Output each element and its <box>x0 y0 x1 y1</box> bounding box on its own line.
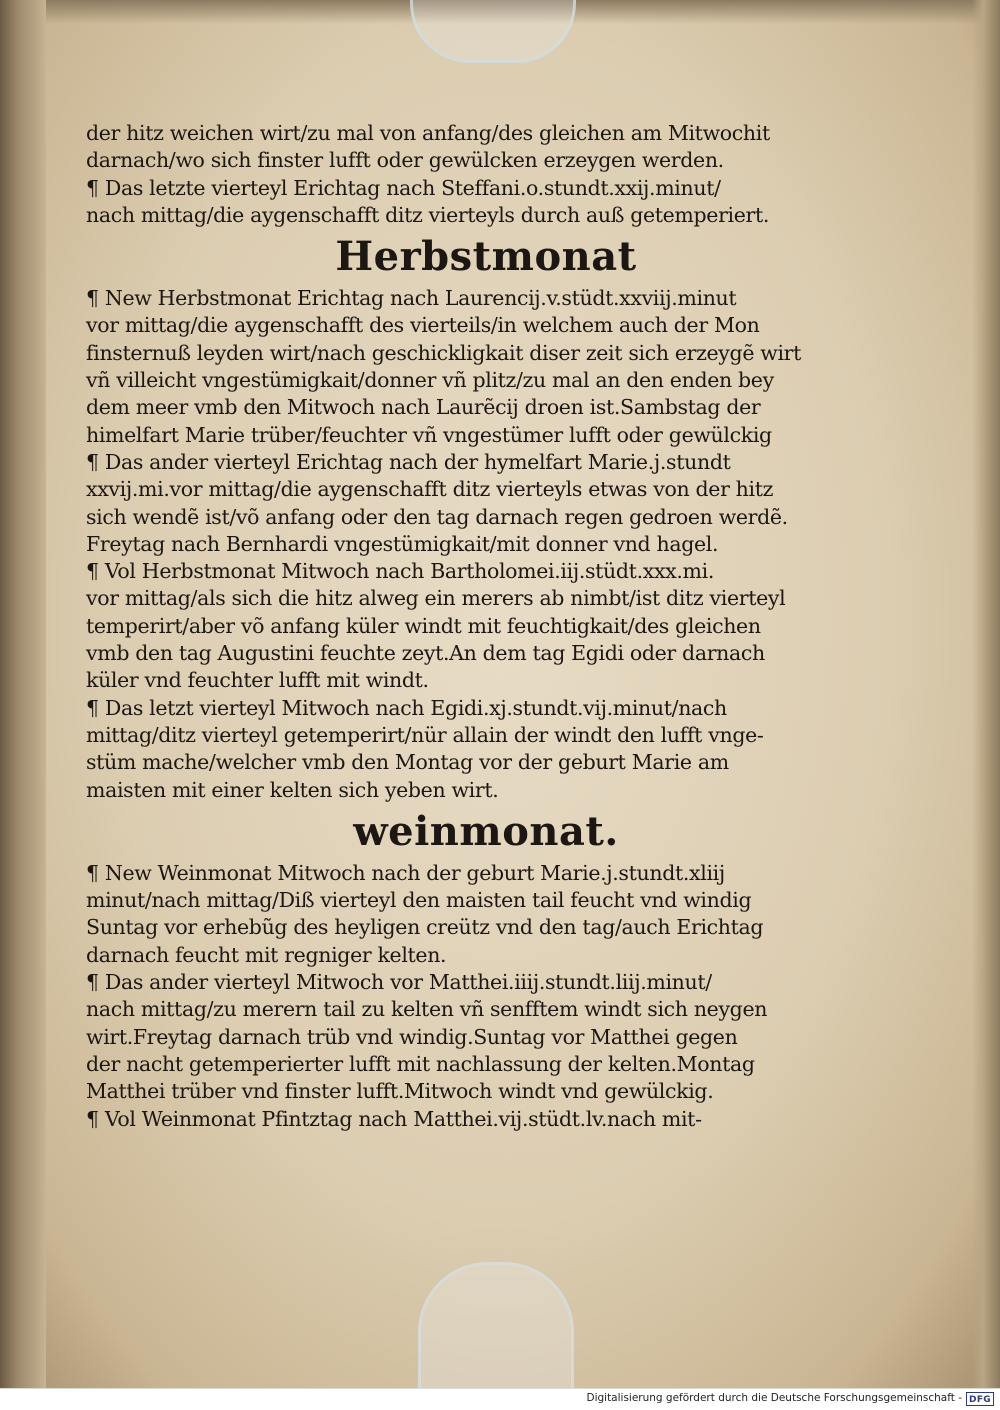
text-line: ¶ Das letzte vierteyl Erichtag nach Steffani.o.stundt.xxij.minut/ <box>86 175 721 200</box>
text-line: Suntag vor erhebũg des heyligen creütz vnd den tag/auch Erichtag <box>86 915 764 940</box>
page-right-edge <box>972 0 1000 1388</box>
section-heading-herbstmonat: Herbstmonat <box>335 233 637 281</box>
page-clip-top <box>410 0 576 63</box>
text-line: xxvij.mi.vor mittag/die aygenschafft ditz vierteyls etwas von der hitz <box>86 477 774 502</box>
text-line: temperirt/aber võ anfang küler windt mit feuchtigkait/des gleichen <box>86 613 761 638</box>
text-line: vñ villeicht vngestümigkait/donner vñ plitz/zu mal an den enden bey <box>86 368 774 393</box>
footer-credit: Digitalisierung gefördert durch die Deutsche Forschungsgemeinschaft - <box>586 1392 962 1404</box>
text-line: sich wendẽ ist/võ anfang oder den tag darnach regen gedroen werdẽ. <box>86 504 788 529</box>
text-line: ¶ Das ander vierteyl Mitwoch vor Matthei.iiij.stundt.liij.minut/ <box>86 970 712 995</box>
text-line: maisten mit einer kelten sich yeben wirt. <box>86 777 499 802</box>
text-line: vor mittag/als sich die hitz alweg ein merers ab nimbt/ist ditz vierteyl <box>86 586 786 611</box>
text-line: der hitz weichen wirt/zu mal von anfang/des gleichen am Mitwochit <box>86 121 770 145</box>
text-line: ¶ Das ander vierteyl Erichtag nach der hymelfart Marie.j.stundt <box>86 449 731 474</box>
text-line: nach mittag/die aygenschafft ditz vierteyls durch auß getemperiert. <box>86 202 770 227</box>
text-line: ¶ New Weinmonat Mitwoch nach der geburt Marie.j.stundt.xliij <box>86 860 725 885</box>
text-line: vor mittag/die aygenschafft des vierteils/in welchem auch der Mon <box>86 313 760 338</box>
text-line: dem meer vmb den Mitwoch nach Laurẽcij droen ist.Sambstag der <box>86 395 761 420</box>
text-line: ¶ Vol Weinmonat Pfintztag nach Matthei.vij.stüdt.lv.nach mit- <box>86 1106 702 1131</box>
text-line: ¶ Das letzt vierteyl Mitwoch nach Egidi.xj.stundt.vij.minut/nach <box>86 695 727 720</box>
dfg-logo[interactable]: DFG <box>966 1392 994 1406</box>
text-line: darnach feucht mit regniger kelten. <box>86 942 447 967</box>
text-line: wirt.Freytag darnach trüb vnd windig.Suntag vor Matthei gegen <box>86 1024 738 1049</box>
text-line: ¶ New Herbstmonat Erichtag nach Laurencij.v.stüdt.xxviij.minut <box>86 286 737 311</box>
text-line: nach mittag/zu merern tail zu kelten vñ senfftem windt sich neygen <box>86 997 768 1022</box>
text-line: finsternuß leyden wirt/nach geschickligkait diser zeit sich erzeygẽ wirt <box>86 340 802 365</box>
text-line: Matthei trüber vnd finster lufft.Mitwoch windt vnd gewülckig. <box>86 1079 714 1104</box>
section-heading-weinmonat: weinmonat. <box>353 807 619 855</box>
text-line: himelfart Marie trüber/feuchter vñ vngestümer lufft oder gewülckig <box>86 422 772 447</box>
text-line: stüm mache/welcher vmb den Montag vor der geburt Marie am <box>86 750 729 775</box>
page-clip-bottom <box>418 1262 574 1388</box>
text-line: mittag/ditz vierteyl getemperirt/nür allain der windt den lufft vnge- <box>86 722 764 747</box>
text-line: minut/nach mittag/Diß vierteyl den maisten tail feucht vnd windig <box>86 888 752 913</box>
text-line: küler vnd feuchter lufft mit windt. <box>86 668 429 693</box>
text-line: ¶ Vol Herbstmonat Mitwoch nach Bartholomei.iij.stüdt.xxx.mi. <box>86 559 714 584</box>
digitization-footer <box>0 1388 1000 1410</box>
text-line: der nacht getemperierter lufft mit nachlassung der kelten.Montag <box>86 1051 755 1076</box>
text-block <box>86 120 886 1133</box>
text-line: darnach/wo sich finster lufft oder gewülcken erzeygen werden. <box>86 148 724 173</box>
text-line: vmb den tag Augustini feuchte zeyt.An dem tag Egidi oder darnach <box>86 641 765 666</box>
text-line: Freytag nach Bernhardi vngestümigkait/mit donner vnd hagel. <box>86 531 719 556</box>
book-spine-edge <box>0 0 46 1388</box>
